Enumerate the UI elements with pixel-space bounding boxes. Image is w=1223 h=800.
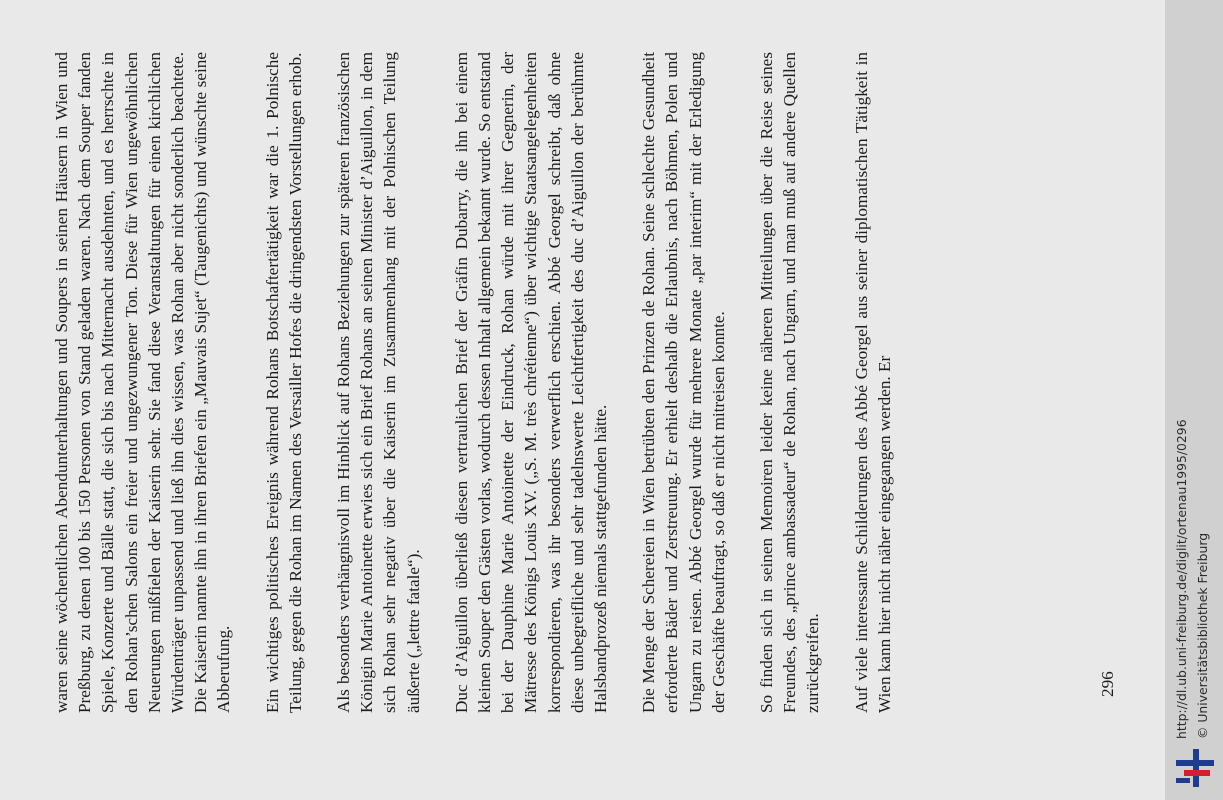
body-text [50,52,921,713]
paragraph: Auf viele interessante Schilderungen des Abbé Georgel aus seiner diplomatischen Tätigkeit in Wien kann hier nicht näher eingegangen werden. Er [851,52,894,713]
viewer-sidebar [1165,0,1223,800]
logo-blue-bar [1176,778,1190,783]
logo-blue-bar [1193,749,1199,787]
paragraph: waren seine wöchentlichen Abendunterhaltungen und Soupers in seinen Häusern in Wien und Preßburg, zu denen 100 bis 150 Personen von Stand geladen waren. Nach dem Souper fanden Spiele, Konzerte und Bälle statt, die sich bis nach Mitternacht ausdehnten, und es herrschte in den Rohan’schen Salons ein freier und ungezwungener Ton. Diese für Wien ungewöhnlichen Neuerungen mißfielen der Kaiserin sehr. Sie fand diese Veranstaltungen für einen kirchlichen Würdenträger unpassend und ließ ihn dies wissen, was Rohan aber nicht sonderlich beachtete. Die Kaiserin nannte ihn in ihren Briefen ein „Mauvais Sujet“ (Taugenichts) und wünschte seine Abberufung. [52,52,234,713]
paragraph: Die Menge der Schereien in Wien betrübten den Prinzen de Rohan. Seine schlechte Gesundheit erforderte Bäder und Zerstreuung. Er erhielt deshalb die Erlaubnis, nach Böhmen, Polen und Ungarn zu reisen. Abbé Georgel wurde für mehrere Monate „par interim“ mit der Erledigung der Geschäfte beauftragt, so daß er nicht mitreisen konnte. [639,52,728,713]
ub-freiburg-logo-icon [1172,745,1218,791]
copyright-notice: © Universitätsbibliothek Freiburg [1195,532,1210,739]
repository-url-link[interactable]: http://dl.ub.uni-freiburg.de/diglit/ortenau1995/0296 [1174,419,1189,739]
paragraph: Als besonders verhängnisvoll im Hinblick auf Rohans Beziehungen zur späteren französischen Königin Marie Antoinette erwies sich ein Brief Rohans an seinen Minister d’Aiguillon, in dem sich Rohan sehr negativ über die Kaiserin im Zusammenhang mit der Polnischen Teilung äußerte („lettre fatale“). [334,52,423,713]
paragraph: Ein wichtiges politisches Ereignis während Rohans Botschaftertätigkeit war die 1. Polnische Teilung, gegen die Rohan im Namen des Versailler Hofes die dringendsten Vorstellungen erhob. [262,52,305,713]
page-number: 296 [1098,671,1117,697]
logo-red-bar [1184,770,1210,776]
paragraph: Duc d’Aiguillon überließ diesen vertraulichen Brief der Gräfin Dubarry, die ihn bei einem kleinen Souper den Gästen vorlas, wodurch dessen Inhalt allgemein bekannt wurde. So entstand bei der Dauphine Marie Antoinette der Eindruck, Rohan würde mit ihrer Gegnerin, der Mätresse des Königs Louis XV. („S. M. très chrétienne“) über wichtige Staatsangelegenheiten korrespondieren, was ihr besonders verwerflich erschien. Abbé Georgel schreibt, daß ohne diese unbegreifliche und sehr tadelnswerte Leichtfertigkeit des duc d’Aiguillon der berühmte Halsbandprozeß niemals stattgefunden hätte. [451,52,611,713]
sidebar-rotated-text [1165,0,1223,800]
paragraph: So finden sich in seinen Memoiren leider keine näheren Mitteilungen über die Reise seines Freundes, des „prince ambassadeur“ de Rohan, nach Ungarn, und man muß auf andere Quellen zurückgreifen. [757,52,823,713]
